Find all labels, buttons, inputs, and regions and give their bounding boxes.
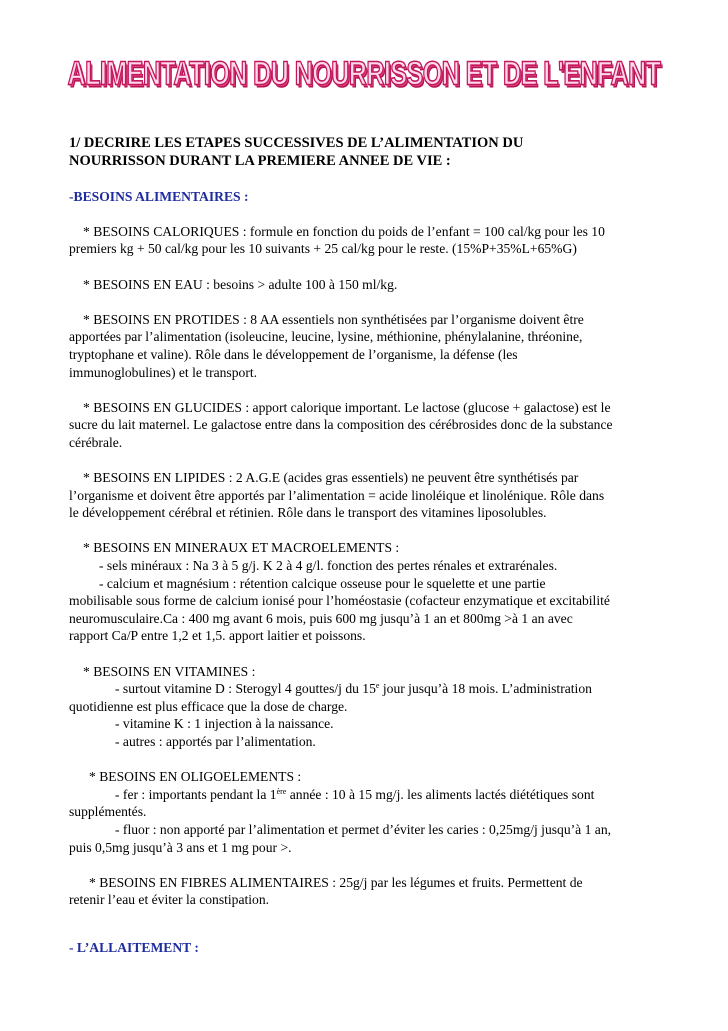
oligo-line-4: - fluor : non apporté par l’alimentation et permet d’éviter les caries : 0,25mg/j jusqu’à 1 an, — [115, 821, 612, 837]
minerals-line-1: * BESOINS EN MINERAUX ET MACROELEMENTS : — [83, 540, 400, 556]
caloric-line-1: * BESOINS CALORIQUES : formule en fonction du poids de l’enfant = 100 cal/kg pour les 10 — [83, 223, 605, 239]
protides-line-1: * BESOINS EN PROTIDES : 8 AA essentiels non synthétisées par l’organisme doivent être — [83, 311, 584, 327]
oligo-line-1: * BESOINS EN OLIGOELEMENTS : — [89, 769, 302, 785]
allaitement-heading: - L’ALLAITEMENT : — [69, 940, 199, 955]
protides-line-4: immunoglobulines) et le transport. — [69, 364, 258, 380]
minerals-line-2: - sels minéraux : Na 3 à 5 g/j. K 2 à 4 g/l. fonction des pertes rénales et extrarénales. — [99, 558, 558, 574]
minerals-line-4: mobilisable sous forme de calcium ionisé pour l’homéostasie (cofacteur enzymatique et excitabilité — [69, 593, 610, 609]
minerals-line-5: neuromusculaire.Ca : 400 mg avant 6 mois, puis 600 mg jusqu’à 1 an et 800mg >à 1 an avec — [69, 610, 573, 626]
section-heading-line-1: 1/ DECRIRE LES ETAPES SUCCESSIVES DE L’ALIMENTATION DU — [69, 135, 524, 151]
vitamins-line-1: * BESOINS EN VITAMINES : — [83, 663, 256, 679]
vitamins-line-2: - surtout vitamine D : Sterogyl 4 gouttes/j du 15e jour jusqu’à 18 mois. L’administration — [115, 681, 592, 697]
caloric-line-2: premiers kg + 50 cal/kg pour les 10 suivants + 25 cal/kg pour le reste. (15%P+35%L+65%G) — [69, 241, 577, 257]
section-heading-line-2: NOURRISSON DURANT LA PREMIERE ANNEE DE VIE : — [69, 153, 451, 169]
glucides-line-3: cérébrale. — [69, 434, 123, 450]
glucides-line-2: sucre du lait maternel. Le galactose entre dans la composition des cérébrosides donc de la substance — [69, 417, 613, 433]
protides-line-2: apportées par l’alimentation (isoleucine, leucine, lysine, méthionine, phénylalanine, thréonine, — [69, 329, 583, 345]
vitamins-line-4: - vitamine K : 1 injection à la naissance. — [115, 716, 334, 732]
oligo-line-3: supplémentés. — [69, 804, 147, 820]
water-line: * BESOINS EN EAU : besoins > adulte 100 à 150 ml/kg. — [83, 276, 398, 292]
glucides-line-1: * BESOINS EN GLUCIDES : apport calorique important. Le lactose (glucose + galactose) est le — [83, 399, 611, 415]
minerals-line-3: - calcium et magnésium : rétention calcique osseuse pour le squelette et une partie — [99, 575, 546, 591]
lipides-line-1: * BESOINS EN LIPIDES : 2 A.G.E (acides gras essentiels) ne peuvent être synthétisés par — [83, 470, 579, 486]
fibres-line-2: retenir l’eau et éviter la constipation. — [69, 892, 270, 908]
fibres-line-1: * BESOINS EN FIBRES ALIMENTAIRES : 25g/j par les légumes et fruits. Permettent de — [89, 874, 583, 890]
vitamins-line-3: quotidienne est plus efficace que la dose de charge. — [69, 698, 348, 714]
oligo-line-5: puis 0,5mg jusqu’à 3 ans et 1 mg pour >. — [69, 839, 292, 855]
protides-line-3: tryptophane et valine). Rôle dans le développement de l’organisme, la défense (les — [69, 346, 518, 362]
document-title: ALIMENTATION DU NOURRISSON ET DE L'ENFANT — [67, 54, 661, 93]
document-title-wrap — [0, 54, 728, 93]
oligo-line-2: - fer : importants pendant la 1ère année : 10 à 15 mg/j. les aliments lactés diététiques sont — [115, 786, 595, 802]
lipides-line-3: le développement cérébral et rétinien. Rôle dans le transport des vitamines liposolubles. — [69, 505, 547, 521]
document-body — [69, 134, 669, 909]
needs-heading: -BESOINS ALIMENTAIRES : — [69, 188, 249, 204]
vitamins-line-5: - autres : apportés par l’alimentation. — [115, 734, 316, 749]
minerals-line-6: rapport Ca/P entre 1,2 et 1,5. apport laitier et poissons. — [69, 628, 366, 644]
lipides-line-2: l’organisme et doivent être apportés par l’alimentation = acide linoléique et linolénique. Rôle dans — [69, 487, 605, 503]
